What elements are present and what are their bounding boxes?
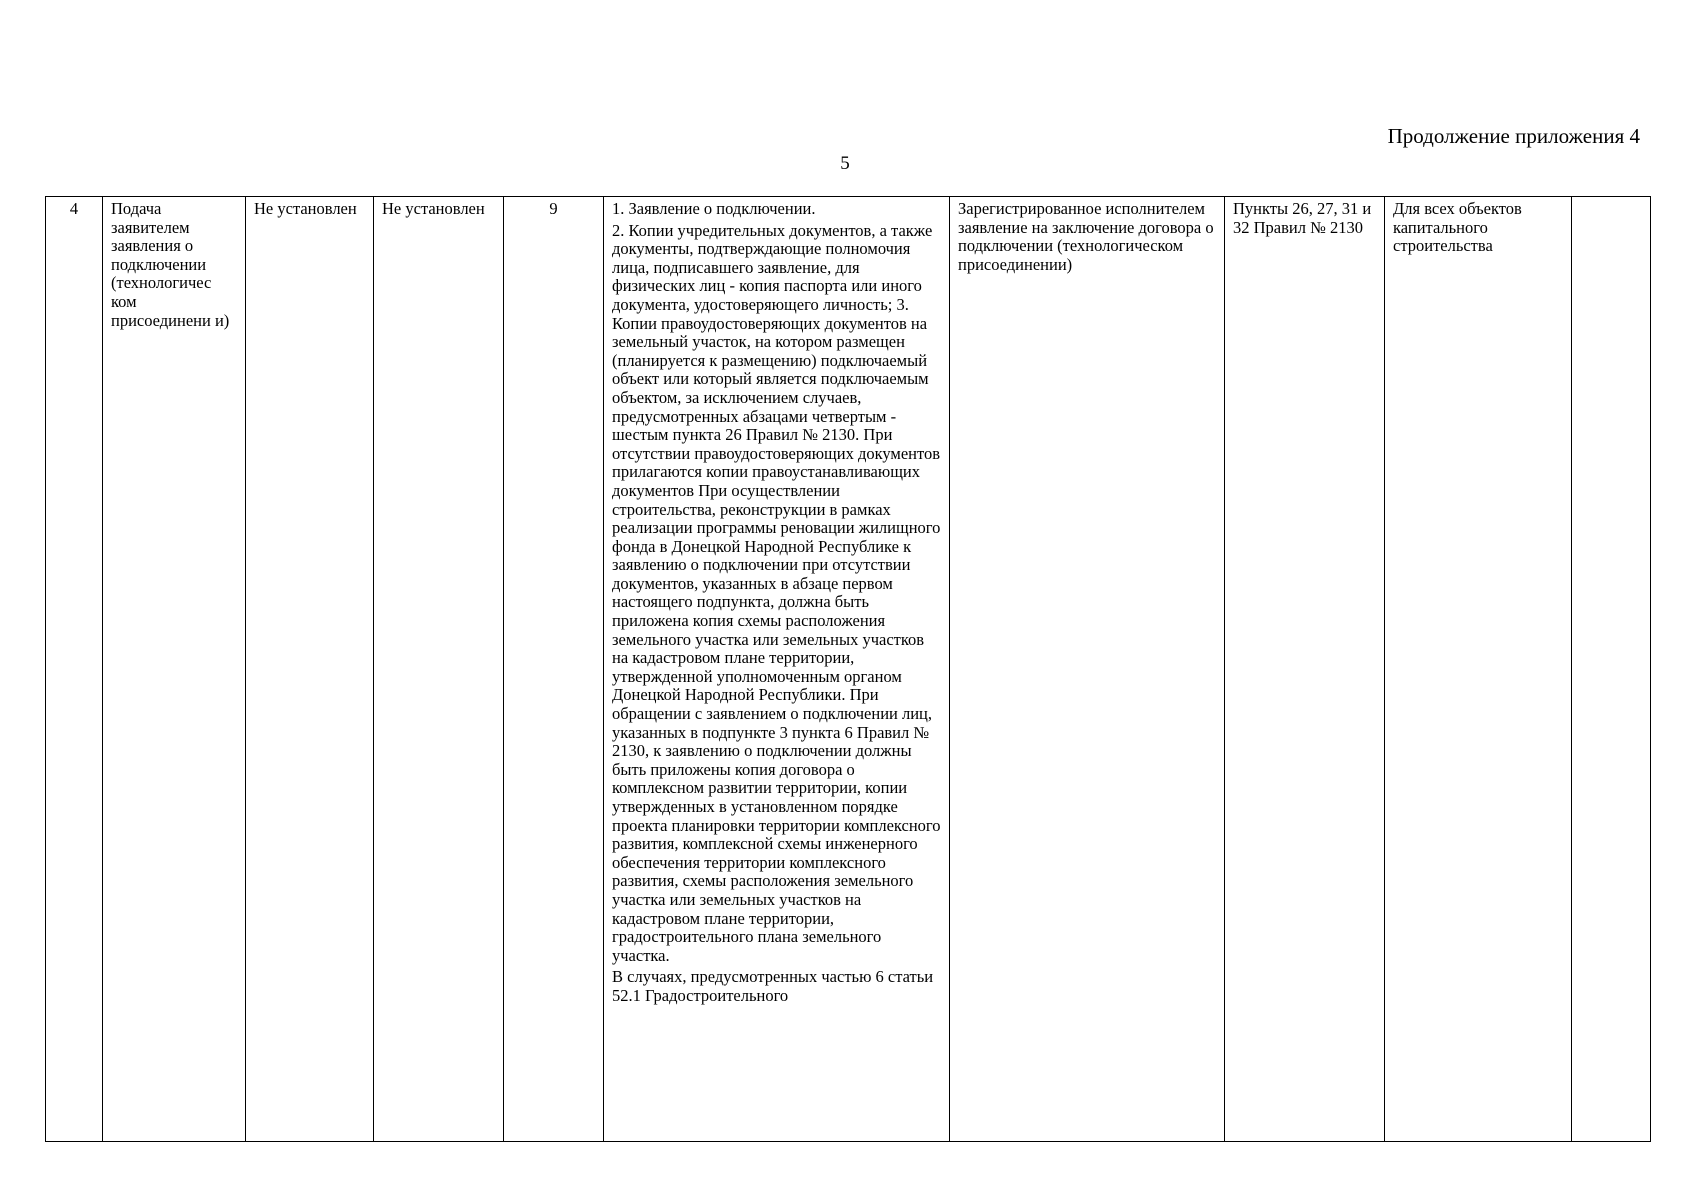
table-row	[46, 197, 1651, 1142]
procedure-name-cell: Подача заявителем заявления о подключении (технологичес ком присоединени и)	[103, 197, 246, 1142]
result-cell: Зарегистрированное исполнителем заявление на заключение договора о подключении (технологическом присоединении)	[950, 197, 1225, 1142]
documents-paragraph: В случаях, предусмотренных частью 6 статьи 52.1 Градостроительного	[612, 967, 934, 1005]
applicability-cell: Для всех объектов капитального строительства	[1385, 197, 1572, 1142]
term-cell: Не установлен	[246, 197, 374, 1142]
required-documents-cell	[604, 197, 950, 1142]
term-cell: Не установлен	[374, 197, 504, 1142]
legal-basis-cell: Пункты 26, 27, 31 и 32 Правил № 2130	[1225, 197, 1385, 1142]
documents-paragraph: 2. Копии учредительных документов, а также документы, подтверждающие полномочия лица, подписавшего заявление, для физических лиц - копия паспорта или иного документа, удостоверяющего личность; 3. Копии правоудостоверяющих документов на земельный участок, на котором размещен (планируется к размещению) подключаемый объект или который является подключаемым объектом, за исключением случаев, предусмотренных абзацами четвертым - шестым пункта 26 Правил № 2130. При отсутствии правоудостоверяющих документов прилагаются копии правоустанавливающих документов При осуществлении строительства, реконструкции в рамках реализации программы реновации жилищного фонда в Донецкой Народной Республике к заявлению о подключении при отсутствии документов, указанных в абзаце первом настоящего подпункта, должна быть приложена копия схемы расположения земельного участка или земельных участков на кадастровом плане территории, утвержденной уполномоченным органом Донецкой Народной Республики. При обращении с заявлением о подключении лиц, указанных в подпункте 3 пункта 6 Правил № 2130, к заявлению о подключении должны быть приложены копия договора о комплексном развитии территории, копии утвержденных в установленном порядке проекта планировки территории комплексного развития, комплексной схемы инженерного обеспечения территории комплексного развития, схемы расположения земельного участка или земельных участков на кадастровом плане территории, градостроительного плана земельного участка.	[612, 220, 941, 965]
appendix-continuation-label: Продолжение приложения 4	[1387, 124, 1640, 148]
documents-paragraph: 1. Заявление о подключении.	[612, 199, 816, 218]
row-number-cell: 4	[46, 197, 103, 1142]
count-cell: 9	[504, 197, 604, 1142]
page-number: 5	[840, 153, 850, 174]
procedure-table	[45, 196, 1651, 1142]
note-cell	[1572, 197, 1651, 1142]
